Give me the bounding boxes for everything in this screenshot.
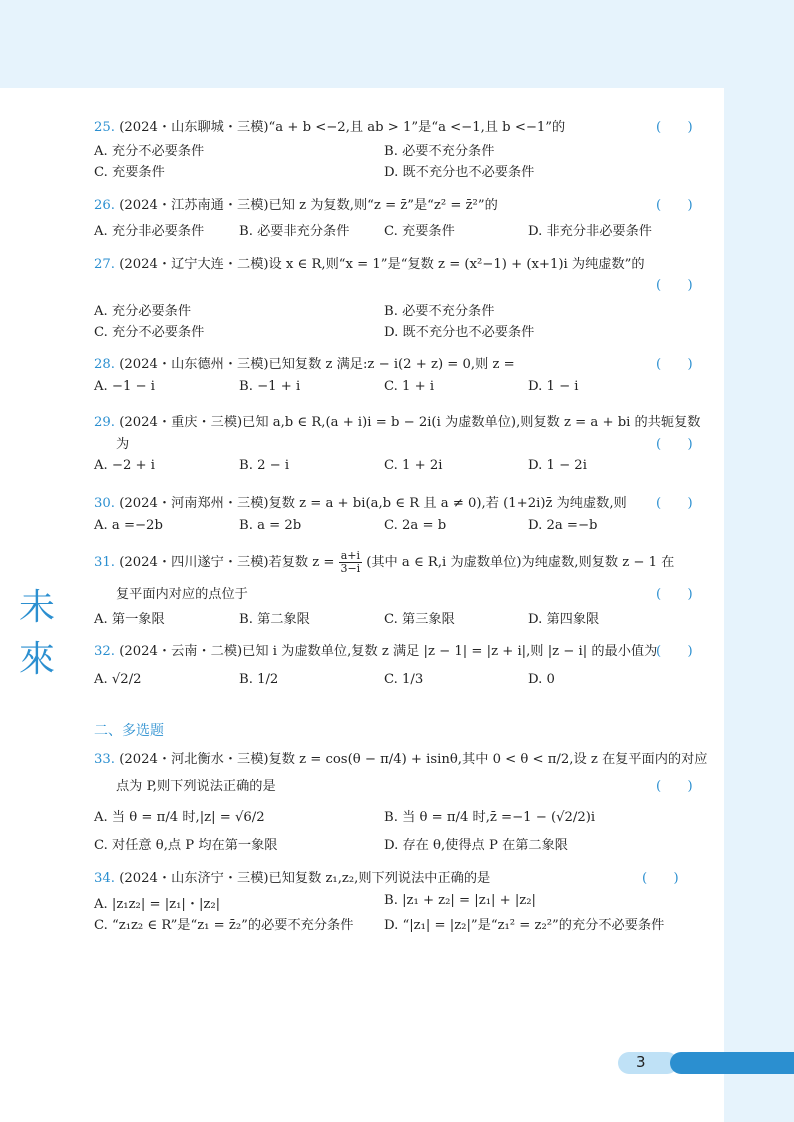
option-b: B. 2 − i <box>239 458 290 473</box>
option-b: B. |z₁ + z₂| = |z₁| + |z₂| <box>384 893 536 908</box>
question-32 <box>94 640 657 659</box>
option-d: D. 第四象限 <box>528 612 600 627</box>
question-30 <box>94 492 627 511</box>
question-number: 33. <box>94 752 115 767</box>
question-text: (2024・河南郑州・三模)复数 z = a + bi(a,b ∈ R 且 a ≠ 0),若 (1+2i)z̄ 为纯虚数,则 <box>119 496 627 511</box>
question-33 <box>94 748 707 767</box>
option-c: C. 第三象限 <box>384 612 455 627</box>
page-number-tab <box>618 1052 794 1074</box>
question-text: (2024・四川遂宁・三模)若复数 z = <box>119 555 335 570</box>
option-b: B. 1/2 <box>239 672 279 687</box>
page-number-bar <box>670 1052 794 1074</box>
option-d: D. 1 − 2i <box>528 458 587 473</box>
question-text: (2024・河北衡水・三模)复数 z = cos(θ − π/4) + isinθ,其中 0 < θ < π/2,设 z 在复平面内的对应 <box>119 752 708 767</box>
option-b: B. a = 2b <box>239 518 302 533</box>
question-number: 32. <box>94 644 115 659</box>
option-b: B. 第二象限 <box>239 612 310 627</box>
option-b: B. 必要不充分条件 <box>384 144 495 159</box>
option-d: D. 既不充分也不必要条件 <box>384 325 535 340</box>
option-b: B. 必要不充分条件 <box>384 304 495 319</box>
question-number: 26. <box>94 198 115 213</box>
option-d: D. 既不充分也不必要条件 <box>384 165 535 180</box>
question-31 <box>94 550 674 575</box>
answer-blank: ( ) <box>656 587 693 602</box>
option-d: D. 0 <box>528 672 555 687</box>
question-26 <box>94 194 498 213</box>
option-b: B. −1 + i <box>239 379 301 394</box>
question-text: (2024・辽宁大连・二模)设 x ∈ R,则“x = 1”是“复数 z = (x²−1) + (x+1)i 为纯虚数”的 <box>119 257 645 272</box>
question-number: 31. <box>94 555 115 570</box>
option-a: A. √2/2 <box>94 672 142 687</box>
question-number: 34. <box>94 871 115 886</box>
question-number: 29. <box>94 415 115 430</box>
answer-blank: ( ) <box>656 496 693 511</box>
option-c: C. 对任意 θ,点 P 均在第一象限 <box>94 838 278 853</box>
question-text-post: (其中 a ∈ R,i 为虚数单位)为纯虚数,则复数 z − 1 在 <box>366 555 675 570</box>
option-a: A. 第一象限 <box>94 612 165 627</box>
option-b: B. 必要非充分条件 <box>239 224 350 239</box>
option-c: C. “z₁z₂ ∈ R”是“z₁ = z̄₂”的必要不充分条件 <box>94 918 354 933</box>
answer-blank: ( ) <box>656 357 693 372</box>
answer-blank: ( ) <box>642 871 679 886</box>
side-char-1: 未 <box>18 587 55 628</box>
question-text: (2024・重庆・三模)已知 a,b ∈ R,(a + i)i = b − 2i(i 为虚数单位),则复数 z = a + bi 的共轭复数 <box>119 415 701 430</box>
option-c: C. 充要条件 <box>94 165 165 180</box>
answer-blank: ( ) <box>656 278 693 293</box>
page-card <box>0 88 724 1122</box>
option-c: C. 1/3 <box>384 672 424 687</box>
option-a: A. 充分必要条件 <box>94 304 192 319</box>
option-b: B. 当 θ = π/4 时,z̄ =−1 − (√2/2)i <box>384 810 596 825</box>
option-a: A. 充分非必要条件 <box>94 224 205 239</box>
side-decoration <box>14 582 60 686</box>
question-27 <box>94 253 645 272</box>
question-text: (2024・云南・二模)已知 i 为虚数单位,复数 z 满足 |z − 1| = |z + i|,则 |z − i| 的最小值为 <box>119 644 658 659</box>
question-text-cont: 复平面内对应的点位于 <box>116 587 248 602</box>
question-28 <box>94 353 515 372</box>
answer-blank: ( ) <box>656 437 693 452</box>
question-text: (2024・山东德州・三模)已知复数 z 满足:z − i(2 + z) = 0,则 z = <box>119 357 515 372</box>
answer-blank: ( ) <box>656 779 693 794</box>
question-25 <box>94 116 565 135</box>
page-number: 3 <box>636 1053 646 1071</box>
fraction-denominator: 3−i <box>340 562 361 575</box>
question-34 <box>94 867 490 886</box>
option-d: D. 2a =−b <box>528 518 598 533</box>
option-a: A. |z₁z₂| = |z₁|・|z₂| <box>94 897 221 912</box>
answer-blank: ( ) <box>656 120 693 135</box>
side-char-2: 來 <box>18 639 55 680</box>
question-text-cont: 点为 P,则下列说法正确的是 <box>116 779 276 794</box>
question-number: 25. <box>94 120 115 135</box>
answer-blank: ( ) <box>656 644 693 659</box>
fraction <box>339 550 362 575</box>
option-a: A. −1 − i <box>94 379 155 394</box>
question-number: 27. <box>94 257 115 272</box>
question-number: 30. <box>94 496 115 511</box>
header-band <box>0 0 794 88</box>
option-c: C. 2a = b <box>384 518 447 533</box>
option-a: A. 充分不必要条件 <box>94 144 205 159</box>
option-a: A. −2 + i <box>94 458 155 473</box>
option-d: D. 非充分非必要条件 <box>528 224 652 239</box>
option-d: D. 存在 θ,使得点 P 在第二象限 <box>384 838 568 853</box>
option-a: A. 当 θ = π/4 时,|z| = √6/2 <box>94 810 265 825</box>
answer-blank: ( ) <box>656 198 693 213</box>
question-number: 28. <box>94 357 115 372</box>
option-d: D. 1 − i <box>528 379 579 394</box>
section-title: 二、多选题 <box>94 723 164 739</box>
option-a: A. a =−2b <box>94 518 163 533</box>
option-d: D. “|z₁| = |z₂|”是“z₁² = z₂²”的充分不必要条件 <box>384 918 665 933</box>
right-margin-band <box>724 0 794 1122</box>
option-c: C. 充分不必要条件 <box>94 325 205 340</box>
option-c: C. 充要条件 <box>384 224 455 239</box>
question-text: (2024・江苏南通・三模)已知 z 为复数,则“z = z̄”是“z² = z̄²”的 <box>119 198 498 213</box>
option-c: C. 1 + i <box>384 379 435 394</box>
question-text: (2024・山东济宁・三模)已知复数 z₁,z₂,则下列说法中正确的是 <box>119 871 491 886</box>
fraction-numerator: a+i <box>340 549 360 562</box>
question-29 <box>94 411 700 430</box>
question-text: (2024・山东聊城・三模)“a + b <−2,且 ab > 1”是“a <−1,且 b <−1”的 <box>119 120 566 135</box>
question-text-cont: 为 <box>116 437 130 452</box>
option-c: C. 1 + 2i <box>384 458 443 473</box>
page-number-pill <box>618 1052 678 1074</box>
